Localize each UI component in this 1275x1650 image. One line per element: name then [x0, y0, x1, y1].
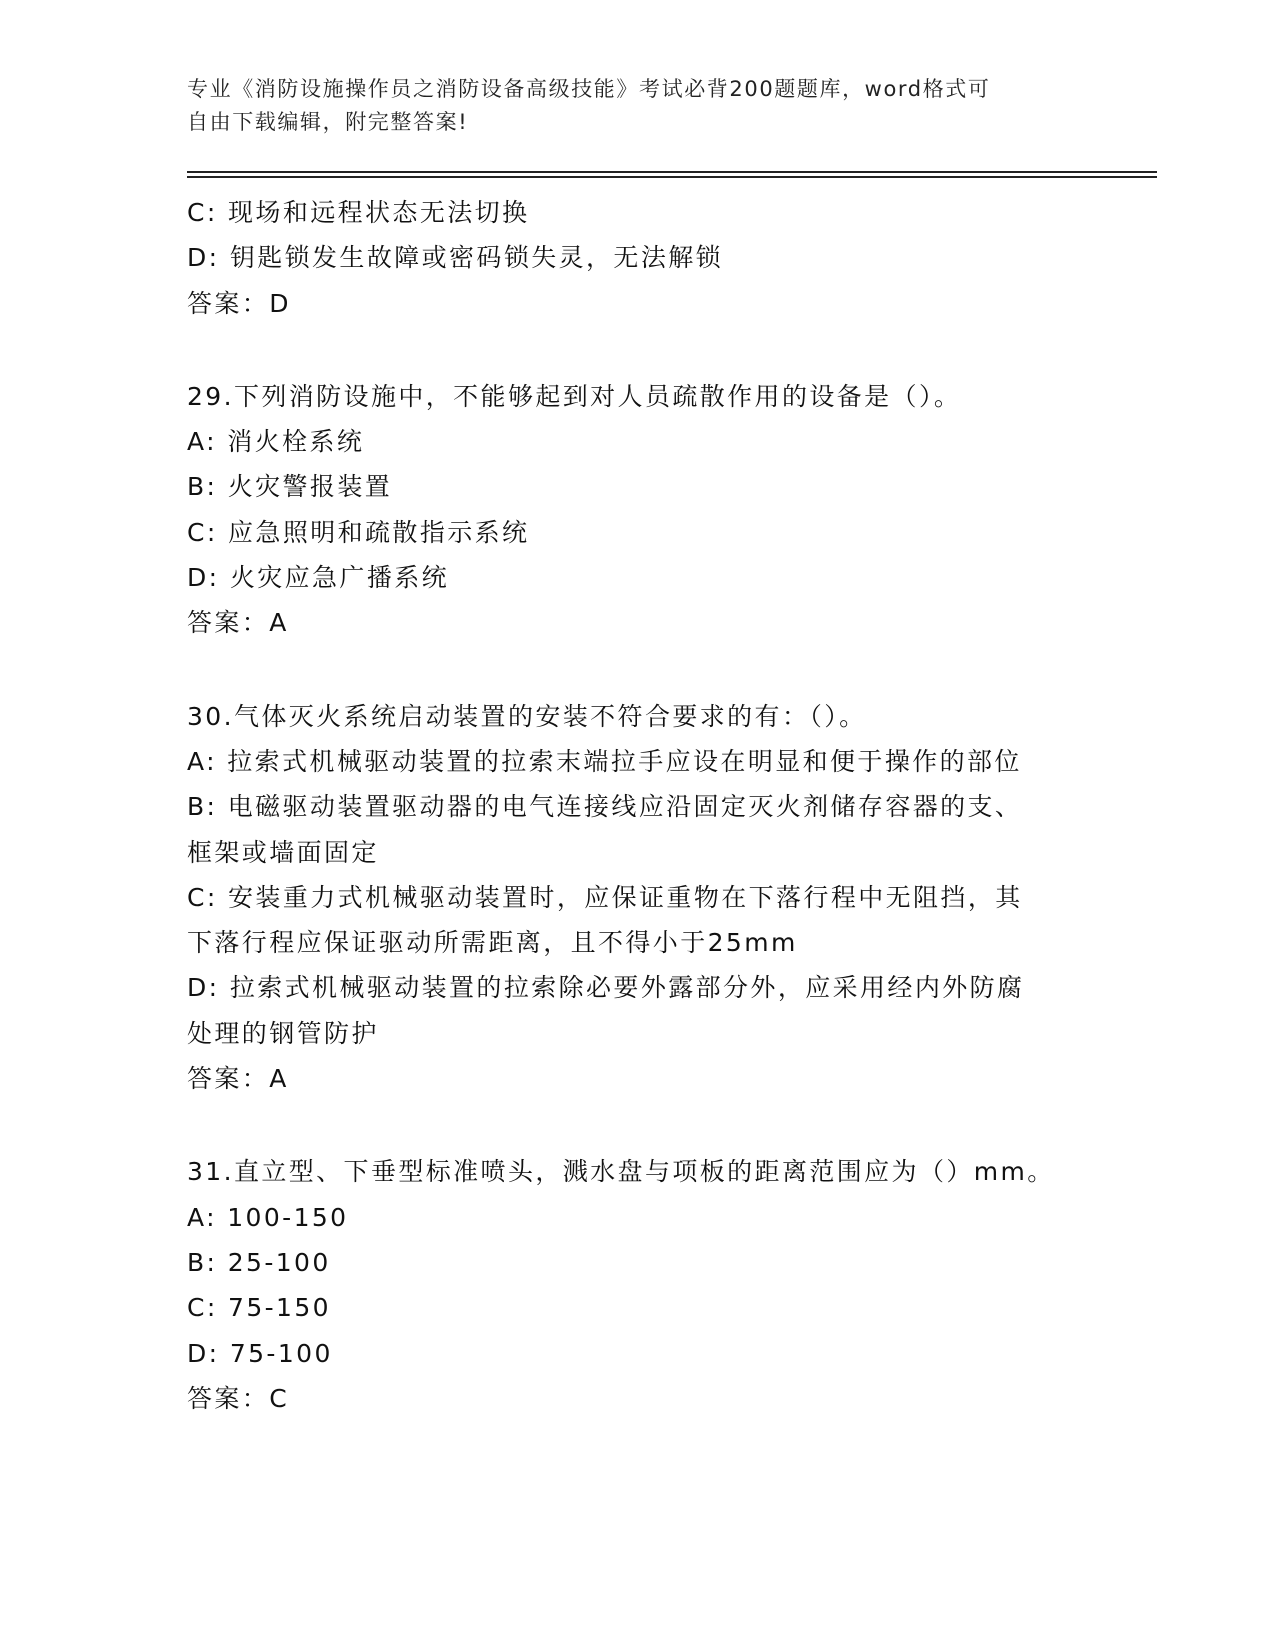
option-b: B: 电磁驱动装置驱动器的电气连接线应沿固定灭火剂储存容器的支、: [187, 792, 1023, 822]
question-29: [187, 374, 1087, 646]
option-d: D: 75-100: [187, 1338, 333, 1368]
option-c-continued: 下落行程应保证驱动所需距离，且不得小于25mm: [187, 928, 798, 958]
question-30: [187, 694, 1087, 1102]
option-c: C: 75-150: [187, 1293, 331, 1323]
question-list: [187, 190, 1087, 1421]
header-divider-bottom: [187, 176, 1157, 178]
answer: 答案：C: [187, 1383, 290, 1413]
option-c: C: 现场和远程状态无法切换: [187, 198, 530, 227]
option-a: A: 消火栓系统: [187, 427, 365, 457]
spacer: [187, 326, 1087, 374]
option-d: D: 拉索式机械驱动装置的拉索除必要外露部分外，应采用经内外防腐: [187, 973, 1025, 1003]
question-stem: 29.下列消防设施中，不能够起到对人员疏散作用的设备是（）。: [187, 381, 962, 411]
question-stem: 31.直立型、下垂型标准喷头，溅水盘与项板的距离范围应为（）mm。: [187, 1157, 1055, 1187]
answer: 答案：A: [187, 608, 289, 638]
header-divider-top: [187, 171, 1157, 173]
option-b-continued: 框架或墙面固定: [187, 837, 379, 867]
previous-question-block: [187, 190, 1087, 326]
header-line-1: 专业《消防设施操作员之消防设备高级技能》考试必背200题题库，word格式可: [187, 77, 991, 101]
option-d: D: 钥匙锁发生故障或密码锁失灵，无法解锁: [187, 243, 724, 273]
option-b: B: 火灾警报装置: [187, 472, 393, 502]
question-31: [187, 1149, 1087, 1421]
option-b: B: 25-100: [187, 1247, 331, 1277]
option-d-continued: 处理的钢管防护: [187, 1018, 379, 1048]
header-line-2: 自由下载编辑，附完整答案!: [187, 110, 469, 134]
option-a: A: 100-150: [187, 1202, 349, 1232]
spacer: [187, 1101, 1087, 1149]
question-stem: 30.气体灭火系统启动装置的安装不符合要求的有：（）。: [187, 701, 867, 731]
option-a: A: 拉索式机械驱动装置的拉索末端拉手应设在明显和便于操作的部位: [187, 746, 1022, 776]
document-header: [187, 73, 1067, 139]
answer: 答案：D: [187, 288, 291, 318]
option-c: C: 安装重力式机械驱动装置时，应保证重物在下落行程中无阻挡，其: [187, 882, 1023, 912]
option-c: C: 应急照明和疏散指示系统: [187, 517, 530, 547]
answer: 答案：A: [187, 1064, 289, 1094]
option-d: D: 火灾应急广播系统: [187, 563, 450, 593]
spacer: [187, 646, 1087, 694]
